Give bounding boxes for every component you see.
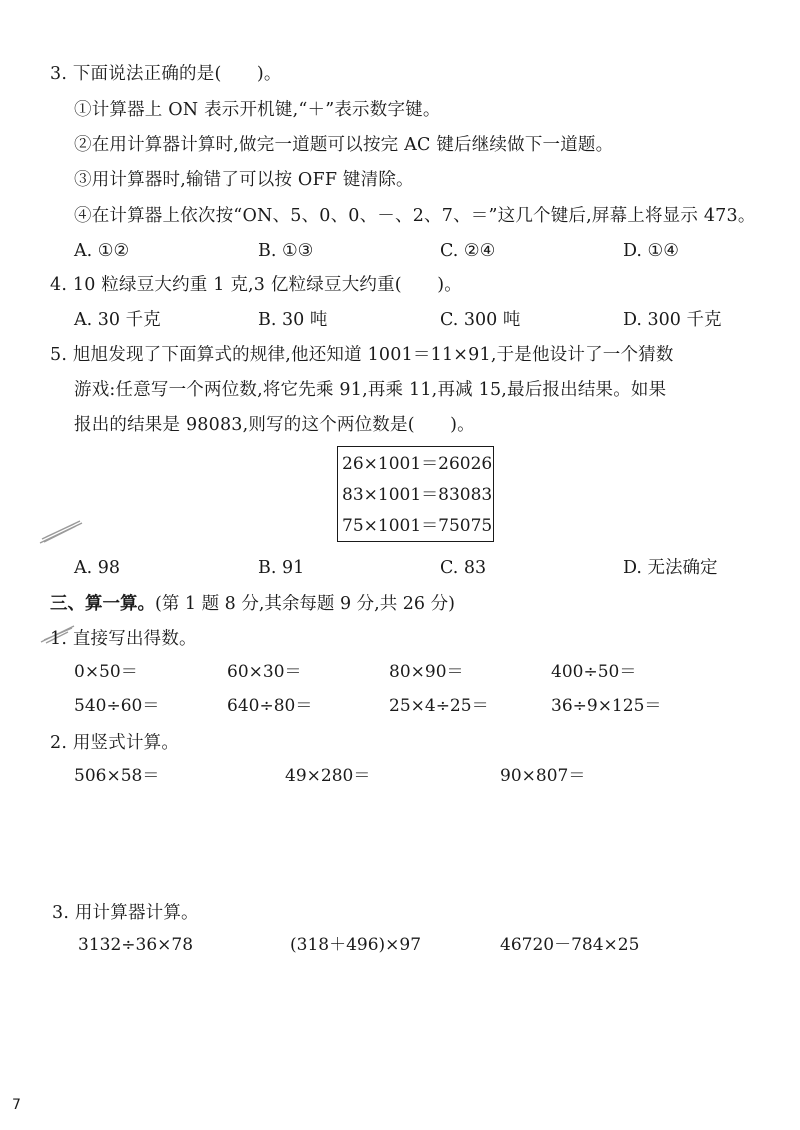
vertical-calc-3: 90×807＝ bbox=[500, 766, 586, 786]
q4-option-a[interactable]: A. 30 千克 bbox=[74, 310, 161, 330]
q3-statement-3: ③用计算器时,输错了可以按 OFF 键清除。 bbox=[74, 170, 414, 190]
oral-calc-5: 540÷60＝ bbox=[74, 696, 160, 716]
q4-option-d[interactable]: D. 300 千克 bbox=[623, 310, 722, 330]
q3-option-a[interactable]: A. ①② bbox=[74, 241, 130, 261]
oral-calc-4: 400÷50＝ bbox=[551, 662, 637, 682]
q3-option-d[interactable]: D. ①④ bbox=[623, 241, 679, 261]
q5-line-1: 5. 旭旭发现了下面算式的规律,他还知道 1001＝11×91,于是他设计了一个猜数 bbox=[50, 345, 674, 365]
q5-option-c[interactable]: C. 83 bbox=[440, 558, 487, 578]
p3-stem: 3. 用计算器计算。 bbox=[52, 903, 199, 923]
section-heading bbox=[50, 592, 455, 616]
q4-option-c[interactable]: C. 300 吨 bbox=[440, 310, 521, 330]
section-title: 三、算一算。 bbox=[50, 594, 155, 614]
p2-stem: 2. 用竖式计算。 bbox=[50, 733, 180, 753]
pattern-box bbox=[337, 446, 494, 542]
q3-statement-4: ④在计算器上依次按“ON、5、0、0、－、2、7、＝”这几个键后,屏幕上将显示 473。 bbox=[74, 206, 756, 226]
q3-stem: 3. 下面说法正确的是( )。 bbox=[50, 64, 282, 84]
q3-statement-2: ②在用计算器计算时,做完一道题可以按完 AC 键后继续做下一道题。 bbox=[74, 135, 614, 155]
q3-statement-1: ①计算器上 ON 表示开机键,“＋”表示数字键。 bbox=[74, 100, 441, 120]
q5-option-b[interactable]: B. 91 bbox=[258, 558, 305, 578]
calculator-calc-3: 46720－784×25 bbox=[500, 935, 640, 955]
oral-calc-6: 640÷80＝ bbox=[227, 696, 313, 716]
vertical-calc-2: 49×280＝ bbox=[285, 766, 371, 786]
q3-option-b[interactable]: B. ①③ bbox=[258, 241, 314, 261]
q4-option-b[interactable]: B. 30 吨 bbox=[258, 310, 328, 330]
oral-calc-8: 36÷9×125＝ bbox=[551, 696, 662, 716]
q4-stem: 4. 10 粒绿豆大约重 1 克,3 亿粒绿豆大约重( )。 bbox=[50, 275, 462, 295]
pencil-scribble-mark bbox=[36, 515, 86, 547]
q5-line-3: 报出的结果是 98083,则写的这个两位数是( )。 bbox=[74, 415, 475, 435]
q5-line-2: 游戏:任意写一个两位数,将它先乘 91,再乘 11,再减 15,最后报出结果。如果 bbox=[74, 380, 667, 400]
oral-calc-3: 80×90＝ bbox=[389, 662, 464, 682]
section-points-note: (第 1 题 8 分,其余每题 9 分,共 26 分) bbox=[155, 594, 455, 614]
q3-option-c[interactable]: C. ②④ bbox=[440, 241, 496, 261]
q5-option-d[interactable]: D. 无法确定 bbox=[623, 558, 718, 578]
pattern-row-3: 75×1001＝75075 bbox=[342, 516, 493, 536]
p1-stem: 1. 直接写出得数。 bbox=[50, 629, 197, 649]
pattern-row-2: 83×1001＝83083 bbox=[342, 485, 493, 505]
vertical-calc-1: 506×58＝ bbox=[74, 766, 160, 786]
pattern-row-1: 26×1001＝26026 bbox=[342, 454, 493, 474]
q5-option-a[interactable]: A. 98 bbox=[74, 558, 121, 578]
calculator-calc-1: 3132÷36×78 bbox=[78, 935, 194, 955]
oral-calc-7: 25×4÷25＝ bbox=[389, 696, 489, 716]
calculator-calc-2: (318＋496)×97 bbox=[290, 935, 422, 955]
oral-calc-2: 60×30＝ bbox=[227, 662, 302, 682]
page-number: 7 bbox=[12, 1097, 21, 1113]
oral-calc-1: 0×50＝ bbox=[74, 662, 138, 682]
